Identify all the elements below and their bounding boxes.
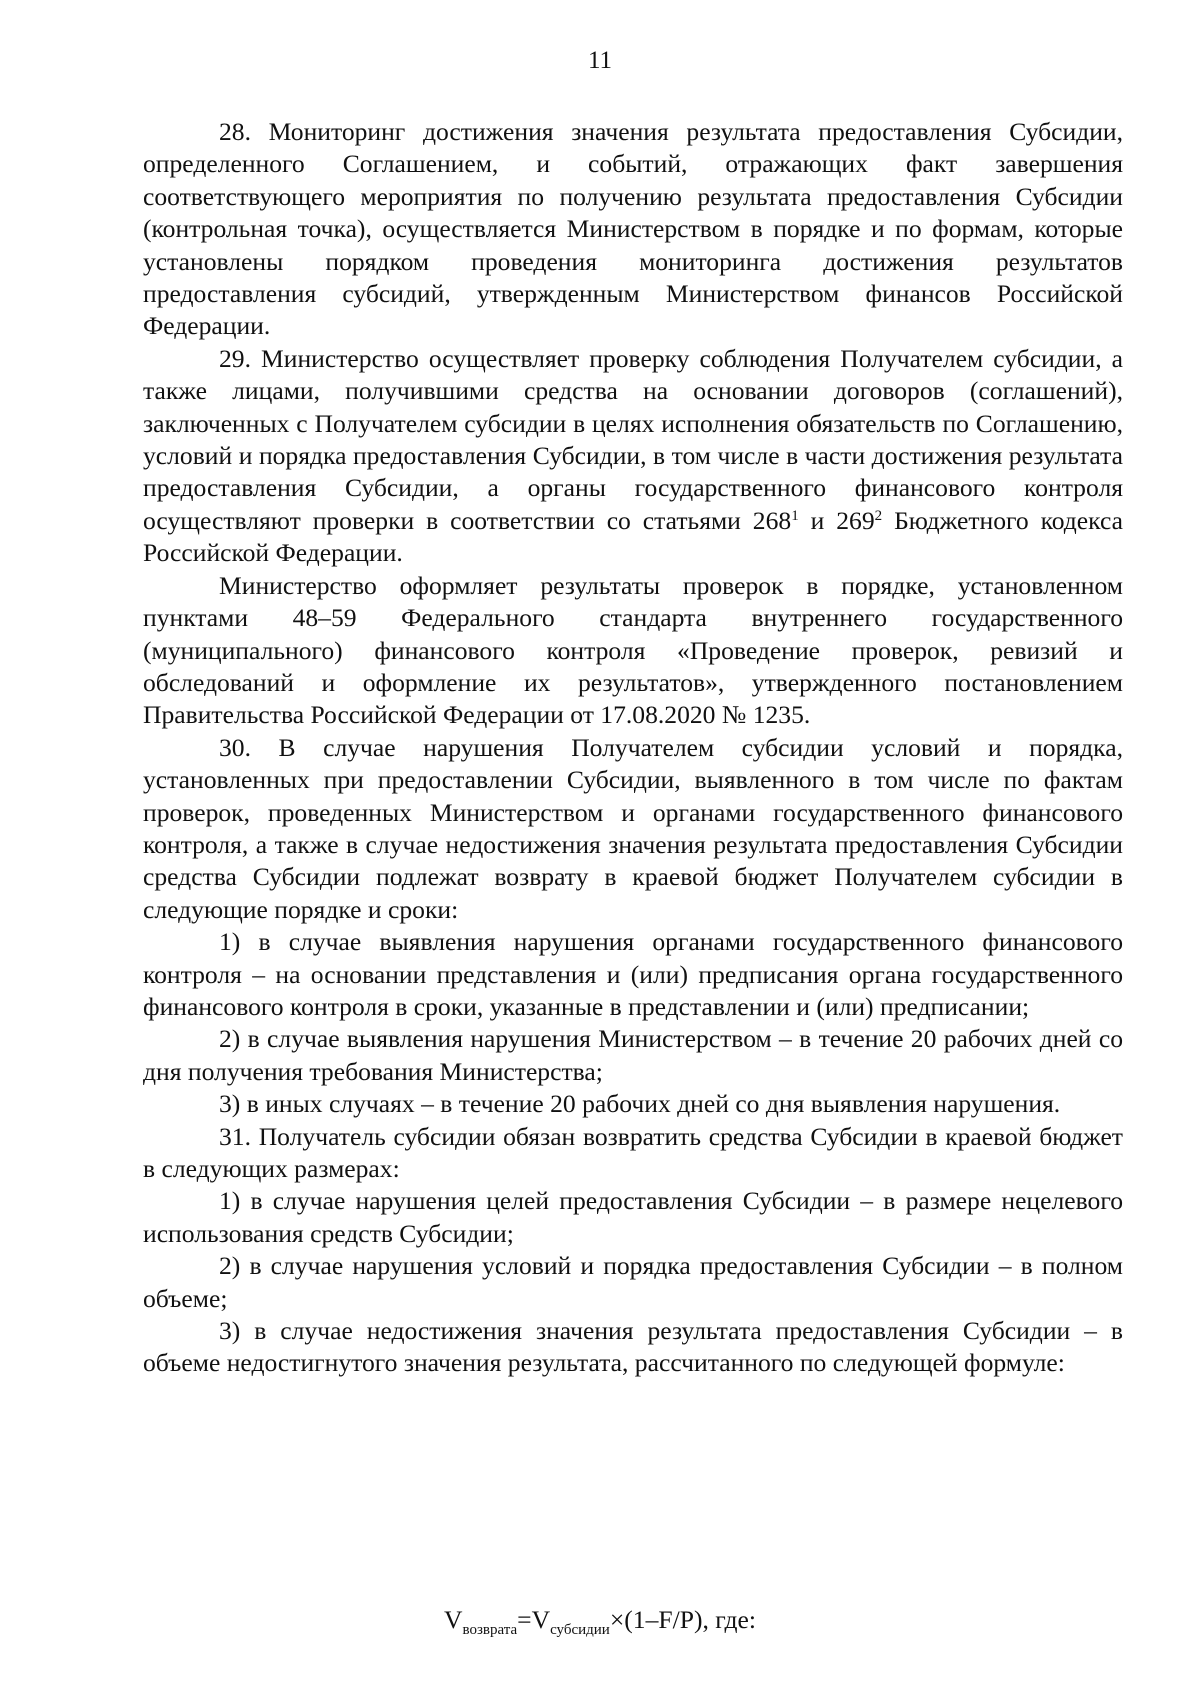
formula-sub-subsidy: субсидии <box>550 1622 610 1638</box>
formula-v: V <box>444 1605 463 1634</box>
paragraph-29-tail: Бюджетного кодекса Российской Федерации. <box>143 505 1123 568</box>
paragraph-30: 30. В случае нарушения Получателем субсидии условий и порядка, установленных при предоставлении Субсидии, выявленного в том числе по фактам проверок, проведенных Министерством и органами государственного финансового контроля, а также в случае недостижения значения результата предоставления Субсидии средства Субсидии подлежат возврату в краевой бюджет Получателем субсидии в следующие порядке и сроки: <box>143 732 1123 924</box>
paragraph-30-item-1: 1) в случае выявления нарушения органами государственного финансового контроля – на основании представления и (или) предписания органа государственного финансового контроля в сроки, указанные в представлении и (или) предписании; <box>143 927 1123 1021</box>
formula-equals: =V <box>517 1605 551 1634</box>
page-number: 11 <box>587 47 613 74</box>
paragraph-31-item-3: 3) в случае недостижения значения результата предоставления Субсидии – в объеме недостигнутого значения результата, рассчитанного по следующей формуле: <box>143 1316 1123 1378</box>
superscript-2: 2 <box>874 507 883 524</box>
paragraph-inspection-results: Министерство оформляет результаты проверок в порядке, установленном пунктами 48–59 Федерального стандарта внутреннего государственного (муниципального) финансового контроля «Проведение проверок, ревизий и обследований и оформление их результатов», утвержденного постановлением Правительства Российской Федерации от 17.08.2020 № 1235. <box>143 570 1123 730</box>
paragraph-30-item-2: 2) в случае выявления нарушения Министерством – в течение 20 рабочих дней со дня получения требования Министерства; <box>143 1024 1123 1086</box>
refund-formula <box>0 1604 1200 1636</box>
paragraph-30-item-3: 3) в иных случаях – в течение 20 рабочих дней со дня выявления нарушения. <box>219 1089 1061 1119</box>
paragraph-29-mid: и 269 <box>798 505 875 535</box>
document-body <box>143 116 1123 1380</box>
paragraph-31-item-1: 1) в случае нарушения целей предоставления Субсидии – в размере нецелевого использования средств Субсидии; <box>143 1186 1123 1248</box>
paragraph-31-item-2: 2) в случае нарушения условий и порядка предоставления Субсидии – в полном объеме; <box>143 1251 1123 1313</box>
paragraph-29-text: 29. Министерство осуществляет проверку соблюдения Получателем субсидии, а также лицами, получившими средства на основании договоров (соглашений), заключенных с Получателем субсидии в целях исполнения обязательств по Соглашению, условий и порядка предоставления Субсидии, в том числе в части достижения результата предоставления Субсидии, а органы государственного финансового контроля осуществляют проверки в соответствии со статьями 268 <box>143 343 1123 535</box>
paragraph-31: 31. Получатель субсидии обязан возвратить средства Субсидии в краевой бюджет в следующих размерах: <box>143 1121 1123 1183</box>
formula-sub-refund: возврата <box>462 1622 518 1638</box>
paragraph-29 <box>143 343 1123 570</box>
superscript-1: 1 <box>791 507 799 524</box>
paragraph-28: 28. Мониторинг достижения значения результата предоставления Субсидии, определенного Соглашением, и событий, отражающих факт завершения соответствующего мероприятия по получению результата предоставления Субсидии (контрольная точка), осуществляется Министерством в порядке и по формам, которые установлены порядком проведения мониторинга достижения результатов предоставления субсидий, утвержденным Министерством финансов Российской Федерации. <box>143 117 1123 341</box>
formula-rest: ×(1–F/P), где: <box>609 1605 756 1634</box>
